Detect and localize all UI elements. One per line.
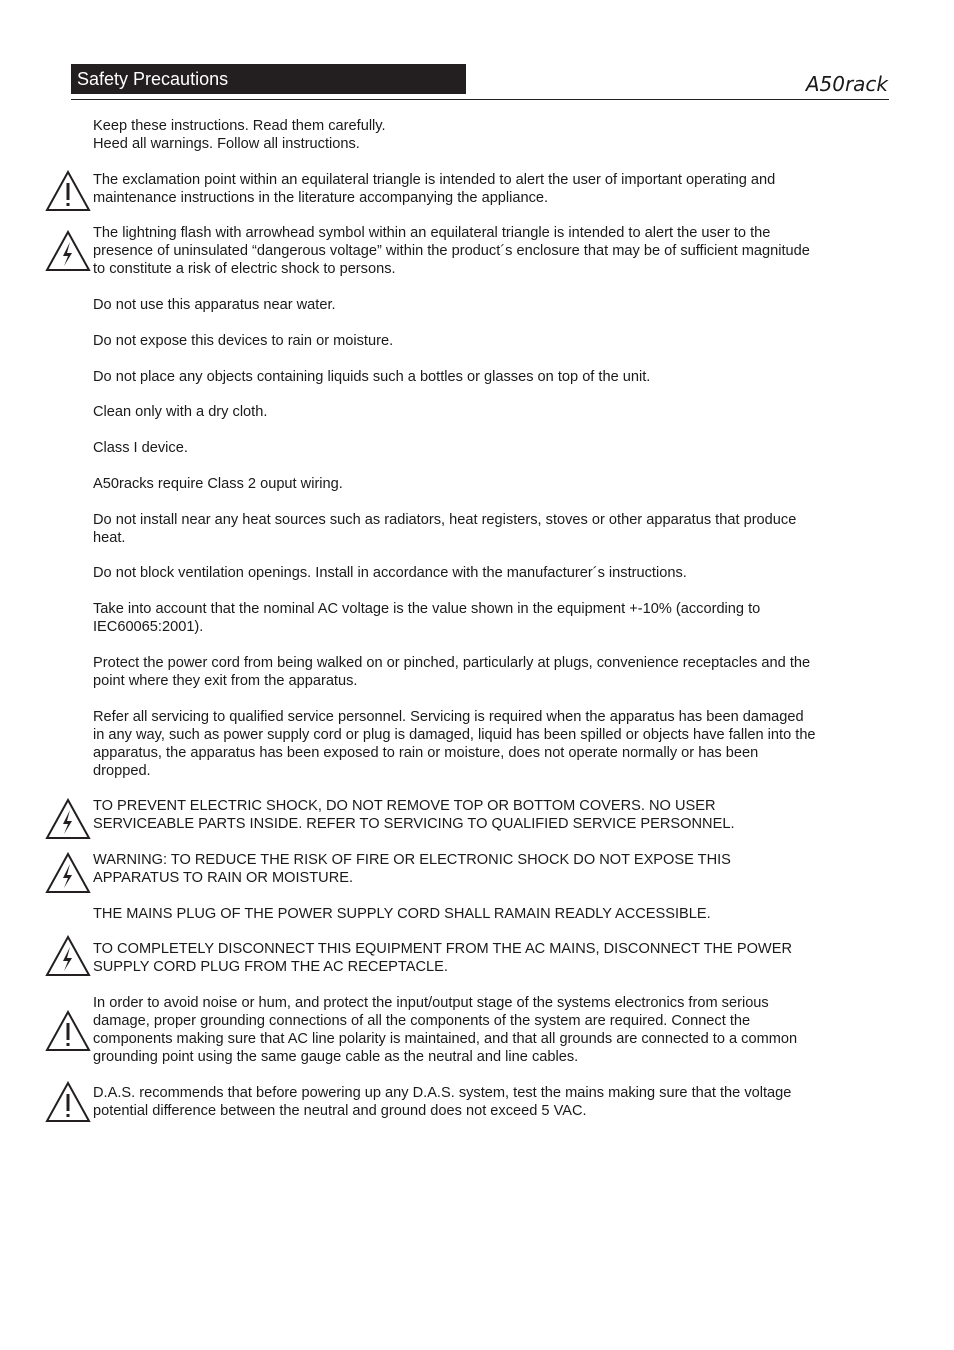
warning-lightning-icon: [45, 230, 91, 272]
paragraph-voltage: Take into account that the nominal AC voltage is the value shown in the equipment +-10% (according to IEC60065:2001).: [93, 601, 761, 635]
paragraph-electric-shock: TO PREVENT ELECTRIC SHOCK, DO NOT REMOVE TOP OR BOTTOM COVERS. NO USER SERVICEABLE PARTS INSIDE. REFER TO SERVICING TO QUALIFIED SERVICE PERSONNEL.: [93, 798, 735, 832]
paragraph-lightning-meaning: The lightning flash with arrowhead symbol within an equilateral triangle is intended to alert the user to the presence of uninsulated “dangerous voltage” within the product´s enclosure that may be of sufficient magnitude to constitute a risk of electric shock to persons.: [93, 225, 810, 277]
section-title: Safety Precautions: [71, 64, 466, 94]
paragraph-instructions: Keep these instructions. Read them carefully. Heed all warnings. Follow all instructions.: [93, 118, 386, 152]
paragraph-disconnect: TO COMPLETELY DISCONNECT THIS EQUIPMENT FROM THE AC MAINS, DISCONNECT THE POWER SUPPLY CORD PLUG FROM THE AC RECEPTACLE.: [93, 941, 792, 975]
paragraph-liquids: Do not place any objects containing liquids such a bottles or glasses on top of the unit.: [93, 369, 651, 385]
paragraph-exclamation-meaning: The exclamation point within an equilateral triangle is intended to alert the user of important operating and maintenance instructions in the literature accompanying the appliance.: [93, 172, 776, 206]
warning-exclamation-icon: [45, 1081, 91, 1123]
warning-lightning-icon: [45, 798, 91, 840]
paragraph-water: Do not use this apparatus near water.: [93, 297, 336, 313]
warning-lightning-icon: [45, 935, 91, 977]
warning-exclamation-icon: [45, 1010, 91, 1052]
warning-exclamation-icon: [45, 170, 91, 212]
paragraph-mains-test: D.A.S. recommends that before powering up any D.A.S. system, test the mains making sure that the voltage potential difference between the neutral and ground does not exceed 5 VAC.: [93, 1085, 792, 1119]
paragraph-grounding: In order to avoid noise or hum, and protect the input/output stage of the systems electronics from serious damage, proper grounding connections of all the components of the system are required. Connect the components making sure that AC line polarity is maintained, and that all grounds are connected to a common grounding point using the same gauge cable as the neutral and line cables.: [93, 995, 798, 1065]
header-divider: [71, 99, 889, 100]
paragraph-clean: Clean only with a dry cloth.: [93, 404, 268, 420]
paragraph-class-device: Class I device.: [93, 440, 188, 456]
paragraph-mains-plug: THE MAINS PLUG OF THE POWER SUPPLY CORD SHALL RAMAIN READLY ACCESSIBLE.: [93, 906, 711, 922]
paragraph-heat: Do not install near any heat sources such as radiators, heat registers, stoves or other apparatus that produce heat.: [93, 512, 797, 546]
paragraph-wiring: A50racks require Class 2 ouput wiring.: [93, 476, 343, 492]
paragraph-fire-warning: WARNING: TO REDUCE THE RISK OF FIRE OR ELECTRONIC SHOCK DO NOT EXPOSE THIS APPARATUS TO RAIN OR MOISTURE.: [93, 852, 731, 886]
paragraph-servicing: Refer all servicing to qualified service personnel. Servicing is required when the apparatus has been damaged in any way, such as power supply cord or plug is damaged, liquid has been spilled or objects have fallen into the apparatus, the apparatus has been exposed to rain or moisture, does not operate normally or has been dropped.: [93, 709, 816, 779]
paragraph-rain: Do not expose this devices to rain or moisture.: [93, 333, 394, 349]
paragraph-ventilation: Do not block ventilation openings. Install in accordance with the manufacturer´s instructions.: [93, 565, 687, 581]
paragraph-power-cord: Protect the power cord from being walked on or pinched, particularly at plugs, convenience receptacles and the point where they exit from the apparatus.: [93, 655, 811, 689]
product-name: A50rack: [805, 72, 888, 96]
warning-lightning-icon: [45, 852, 91, 894]
